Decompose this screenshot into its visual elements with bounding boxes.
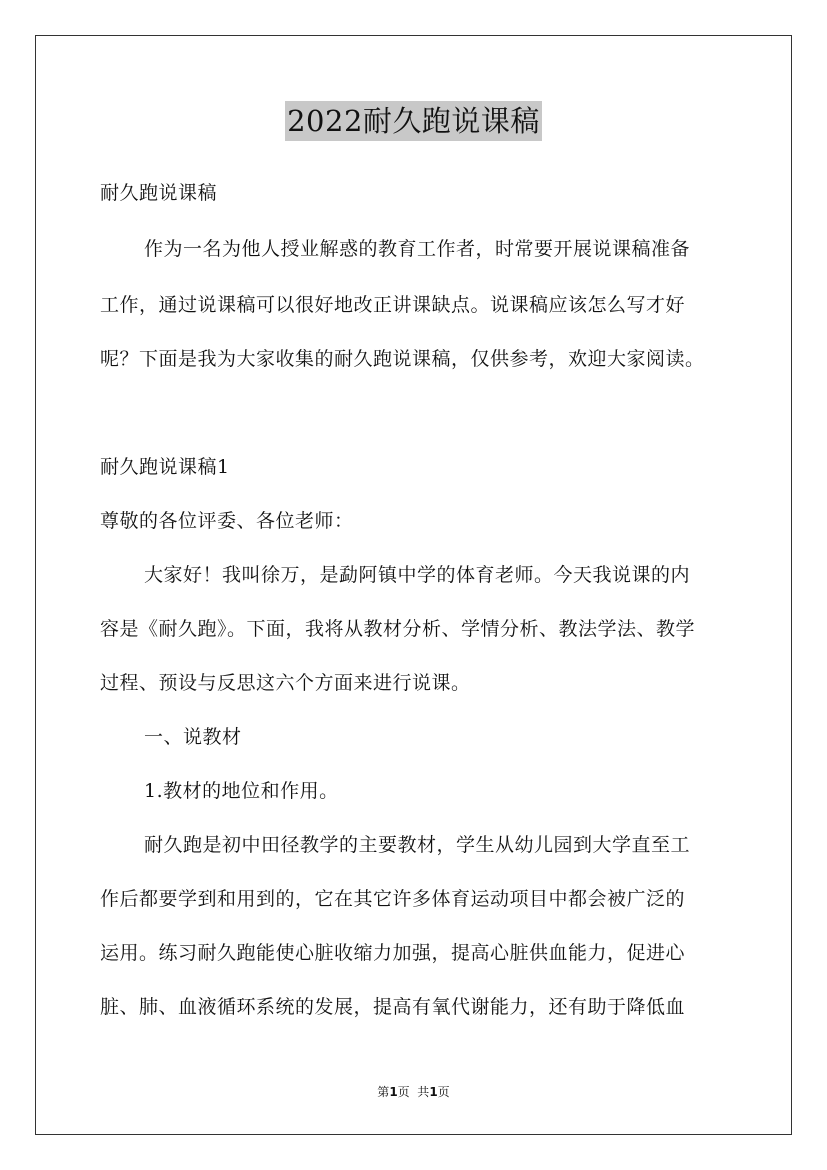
paragraph-line: 作后都要学到和用到的，它在其它许多体育运动项目中都会被广泛的 — [100, 888, 686, 910]
document-title-text: 2022耐久跑说课稿 — [285, 101, 542, 141]
subsection-heading: 1.教材的地位和作用。 — [144, 780, 339, 802]
paragraph-line: 运用。练习耐久跑能使心脏收缩力加强，提高心脏供血能力，促进心 — [100, 942, 686, 964]
paragraph-line: 工作，通过说课稿可以很好地改正讲课缺点。说课稿应该怎么写才好 — [100, 294, 686, 316]
footer-mid: 页 共 — [397, 1085, 430, 1099]
subsection-heading: 一、说教材 — [144, 726, 242, 748]
footer-page-current: 1 — [389, 1085, 398, 1099]
paragraph-line: 容是《耐久跑》。下面，我将从教材分析、学情分析、教法学法、教学 — [100, 618, 696, 640]
paragraph-line: 大家好！我叫徐万，是勐阿镇中学的体育老师。今天我说课的内 — [144, 564, 691, 586]
paragraph-line: 耐久跑是初中田径教学的主要教材，学生从幼儿园到大学直至工 — [144, 834, 691, 856]
section-heading: 耐久跑说课稿 — [100, 182, 218, 204]
paragraph-line: 过程、预设与反思这六个方面来进行说课。 — [100, 672, 471, 694]
section-heading: 耐久跑说课稿1 — [100, 456, 230, 478]
footer-prefix: 第 — [377, 1085, 390, 1099]
footer-page-total: 1 — [429, 1085, 438, 1099]
paragraph-line: 呢？下面是我为大家收集的耐久跑说课稿，仅供参考，欢迎大家阅读。 — [100, 348, 705, 370]
paragraph-line: 脏、肺、血液循环系统的发展，提高有氧代谢能力，还有助于降低血 — [100, 996, 686, 1018]
document-title — [0, 101, 827, 141]
salutation: 尊敬的各位评委、各位老师： — [100, 510, 354, 532]
footer-suffix: 页 — [437, 1085, 450, 1099]
paragraph-line: 作为一名为他人授业解惑的教育工作者，时常要开展说课稿准备 — [144, 238, 691, 260]
page-footer — [0, 1084, 827, 1100]
